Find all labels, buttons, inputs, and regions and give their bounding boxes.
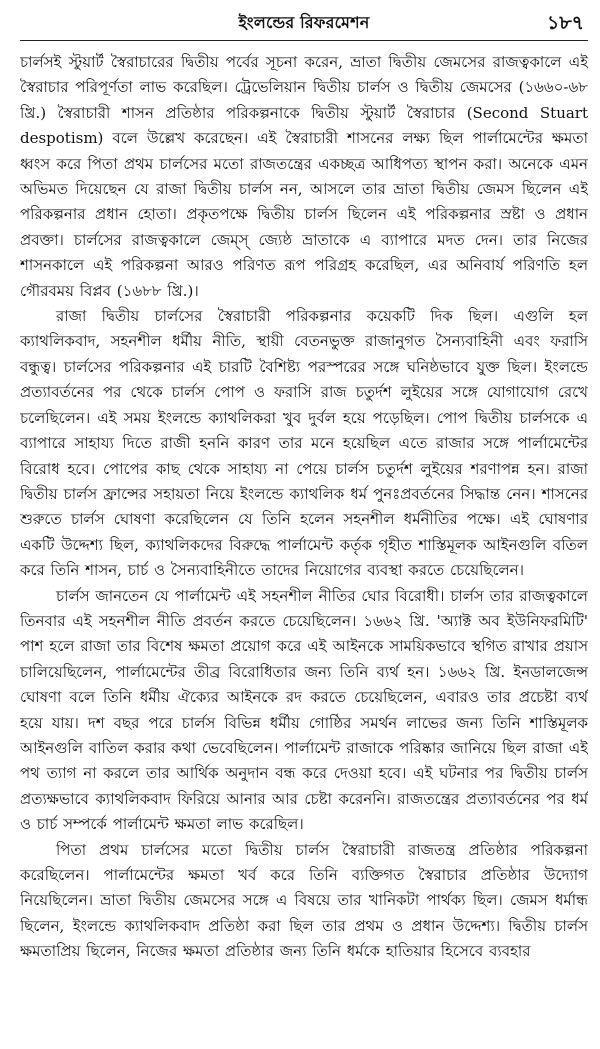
- paragraph-4: পিতা প্রথম চার্লসের মতো দ্বিতীয় চার্লস স্বৈরাচারী রাজতন্ত্র প্রতিষ্ঠার পরিকল্পনা করেছিলেন। পার্লামেন্টের ক্ষমতা খর্ব করে তিনি ব্যক্তিগত স্বৈরাচার প্রতিষ্ঠার উদ্যোগ নিয়েছিলেন। ভ্রাতা দ্বিতীয় জেমসের সঙ্গে এ বিষয়ে তার খানিকটা পার্থক্য ছিল। জেমস ধর্মান্ধ ছিলেন, ইংলন্ডে ক্যাথলিকবাদ প্রতিষ্ঠা করা ছিল তার প্রথম ও প্রধান উদ্দেশ্য। দ্বিতীয় চার্লস ক্ষমতাপ্রিয় ছিলেন, নিজের ক্ষমতা প্রতিষ্ঠার জন্য তিনি ধর্মকে হাতিয়ার হিসেবে ব্যবহার: [20, 840, 588, 961]
- page-number: ১৮৭: [546, 12, 584, 34]
- paragraph-3: চার্লস জানতেন যে পার্লামেন্ট এই সহনশীল নীতির ঘোর বিরোধী। চার্লস তার রাজত্বকালে তিনবার এই সহনশীল নীতি প্রবর্তন করতে চেয়েছিলেন। ১৬৬২ খ্রি. 'অ্যাক্ট অব ইউনিফরমিটি' পাশ হলে রাজা তার বিশেষ ক্ষমতা প্রয়োগ করে এই আইনকে সাময়িকভাবে স্থগিত রাখার প্রয়াস চালিয়েছিলেন, পার্লামেন্টের তীব্র বিরোধিতার জন্য তিনি ব্যর্থ হন। ১৬৬২ খ্রি. ইনডালজেন্স ঘোষণা বলে তিনি ধর্মীয় ঐক্যের আইনকে রদ করতে চেয়েছিলেন, এবারও তার প্রচেষ্টা ব্যর্থ হয়ে যায়। দশ বছর পরে চার্লস বিভিন্ন ধর্মীয় গোষ্ঠির সমর্থন লাভের জন্য তিনি শাস্তিমূলক আইনগুলি বাতিল করার কথা ভেবেছিলেন। পার্লামেন্ট রাজাকে পরিষ্কার জানিয়ে ছিল রাজা এই পথ ত্যাগ না করলে তার আর্থিক অনুদান বন্ধ করে দেওয়া হবে। এই ঘটনার পর দ্বিতীয় চার্লস প্রত্যক্ষভাবে ক্যাথলিকবাদ ফিরিয়ে আনার আর চেষ্টা করেননি। রাজতন্ত্রের প্রত্যাবর্তনের পর ধর্ম ও চার্চ সম্পর্কে পার্লামেন্ট ক্ষমতা লাভ করেছিল।: [20, 586, 588, 834]
- page-header: [20, 4, 588, 44]
- running-head: ইংলন্ডের রিফরমেশন: [238, 13, 370, 32]
- paragraph-2: রাজা দ্বিতীয় চার্লসের স্বৈরাচারী পরিকল্পনার কয়েকটি দিক ছিল। এগুলি হল ক্যাথলিকবাদ, সহনশীল ধর্মীয় নীতি, স্থায়ী বেতনভুক্ত রাজানুগত সৈন্যবাহিনী এবং ফরাসি বন্ধুত্ব। চার্লসের পরিকল্পনার এই চারটি বৈশিষ্ট্য পরস্পরের সঙ্গে ঘনিষ্ঠভাবে যুক্ত ছিল। ইংলন্ডে প্রত্যাবর্তনের পর থেকে চার্লস পোপ ও ফরাসি রাজ চতুর্দশ লুইয়ের সঙ্গে যোগাযোগ রেখে চলেছিলেন। এই সময় ইংলন্ডে ক্যাথলিকরা খুব দুর্বল হয়ে পড়েছিল। পোপ দ্বিতীয় চার্লসকে এ ব্যাপারে সাহায্য দিতে রাজী হননি কারণ তার মনে হয়েছিল এতে রাজার সঙ্গে পার্লামেন্টের বিরোধ হবে। পোপের কাছ থেকে সাহায্য না পেয়ে চার্লস চতুর্দশ লুইয়ের শরণাপন্ন হন। রাজা দ্বিতীয় চার্লস ফ্রান্সের সহায়তা নিয়ে ইংলন্ডে ক্যাথলিক ধর্ম পুনঃপ্রবর্তনের সিদ্ধান্ত নেন। শাসনের শুরুতে চার্লস ঘোষণা করেছিলেন যে তিনি হলেন সহনশীল ধর্মনীতির পক্ষে। এই ঘোষণার একটি উদ্দেশ্য ছিল, ক্যাথলিকদের বিরুদ্ধে পার্লামেন্ট কর্তৃক গৃহীত শাস্তিমূলক আইনগুলি বতিল করে তিনি শাসন, চার্চ ও সৈন্যবাহিনীতে তাদের নিয়োগের ব্যবস্থা করতে চেয়েছিলেন।: [20, 307, 588, 580]
- body-text: [20, 50, 588, 1046]
- paragraph-1: চার্লসই স্টুয়ার্ট স্বৈরাচারের দ্বিতীয় পর্বের সূচনা করেন, ভ্রাতা দ্বিতীয় জেমসের রাজত্বকালে এই স্বৈরাচার পরিপূর্ণতা লাভ করেছিল। ট্রেভেলিয়ান দ্বিতীয় চার্লস ও দ্বিতীয় জেমসের (১৬৬০-৬৮ খ্রি.) স্বৈরাচারী শাসন প্রতিষ্ঠার পরিকল্পনাকে দ্বিতীয় স্টুয়ার্ট স্বৈরাচার (Second Stuart despotism) বলে উল্লেখ করেছেন। এই স্বৈরাচারী শাসনের লক্ষ্য ছিল পার্লামেন্টের ক্ষমতা ধ্বংস করে পিতা প্রথম চার্লসের মতো রাজতন্ত্রের একচ্ছত্র আধিপত্য স্থাপন করা। অনেকে এমন অভিমত দিয়েছেন যে রাজা দ্বিতীয় চার্লস নন, আসলে তার ভ্রাতা দ্বিতীয় জেমস ছিলেন এই পরিকল্পনার প্রধান হোতা। প্রকৃতপক্ষে দ্বিতীয় চার্লস ছিলেন এই পরিকল্পনার স্রষ্টা ও প্রধান প্রবক্তা। চার্লসের রাজত্বকালে জেম্স্ জ্যেষ্ঠ ভ্রাতাকে এ ব্যাপারে মদত দেন। তার নিজের শাসনকালে এই পরিকল্পনা আরও পরিণত রূপ পরিগ্রহ করেছিল, এর অনিবার্য পরিণতি হল গৌরবময় বিপ্লব (১৬৮৮ খ্রি.)।: [20, 53, 588, 300]
- header-rule: [20, 40, 588, 41]
